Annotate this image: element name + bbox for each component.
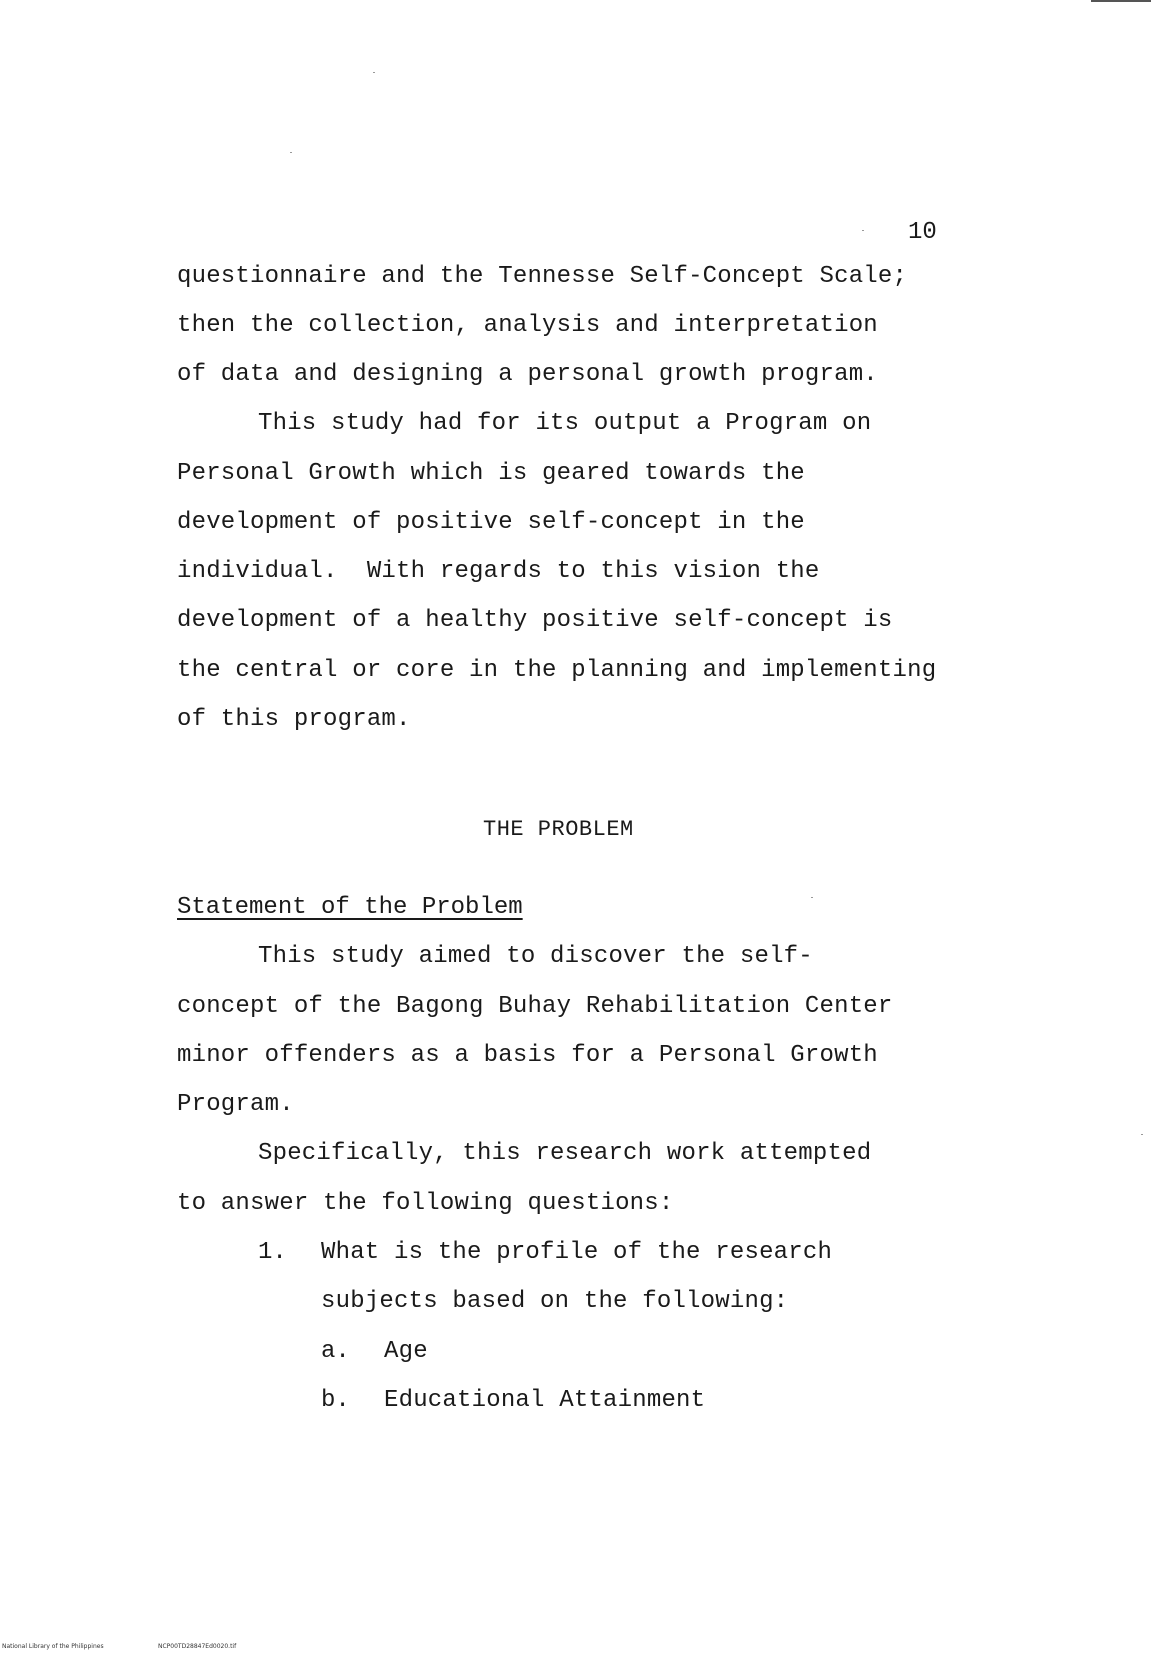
paragraph-line: development of a healthy positive self-concept is: [177, 607, 893, 634]
footer-left: National Library of the Philippines: [2, 1643, 104, 1650]
paragraph-line: to answer the following questions:: [177, 1190, 674, 1217]
section-heading: THE PROBLEM: [483, 817, 634, 842]
question-line: What is the profile of the research: [321, 1239, 833, 1266]
paragraph-line: Personal Growth which is geared towards the: [177, 460, 805, 487]
paragraph-line: minor offenders as a basis for a Personal Growth: [177, 1042, 878, 1069]
footer-right: NCP00TD28847Ed0020.tif: [158, 1643, 237, 1650]
question-number: 1.: [258, 1239, 287, 1266]
paragraph-line: of this program.: [177, 706, 411, 733]
subheading: Statement of the Problem: [177, 894, 523, 921]
paragraph-line: then the collection, analysis and interpretation: [177, 312, 878, 339]
paragraph-line: development of positive self-concept in the: [177, 509, 805, 536]
question-line: subjects based on the following:: [321, 1288, 789, 1315]
scan-speck: [862, 230, 864, 231]
scan-speck: [373, 72, 375, 73]
paragraph-line: This study aimed to discover the self-: [258, 943, 813, 970]
paragraph-line: Program.: [177, 1091, 294, 1118]
paragraph-line: individual. With regards to this vision the: [177, 558, 820, 585]
list-item-marker: a.: [321, 1338, 350, 1365]
paragraph-line: the central or core in the planning and implementing: [177, 657, 937, 684]
paragraph-line: of data and designing a personal growth program.: [177, 361, 878, 388]
scan-speck: [290, 152, 292, 153]
paragraph-line: This study had for its output a Program on: [258, 410, 872, 437]
list-item-text: Age: [384, 1338, 428, 1365]
page-number: 10: [908, 219, 937, 246]
scan-edge-mark: [1091, 0, 1151, 2]
scan-speck: [1141, 1134, 1143, 1135]
paragraph-line: questionnaire and the Tennesse Self-Concept Scale;: [177, 263, 908, 290]
list-item-marker: b.: [321, 1387, 350, 1414]
paragraph-line: Specifically, this research work attempted: [258, 1140, 872, 1167]
list-item-text: Educational Attainment: [384, 1387, 706, 1414]
scan-speck: [811, 897, 813, 898]
paragraph-line: concept of the Bagong Buhay Rehabilitation Center: [177, 993, 893, 1020]
